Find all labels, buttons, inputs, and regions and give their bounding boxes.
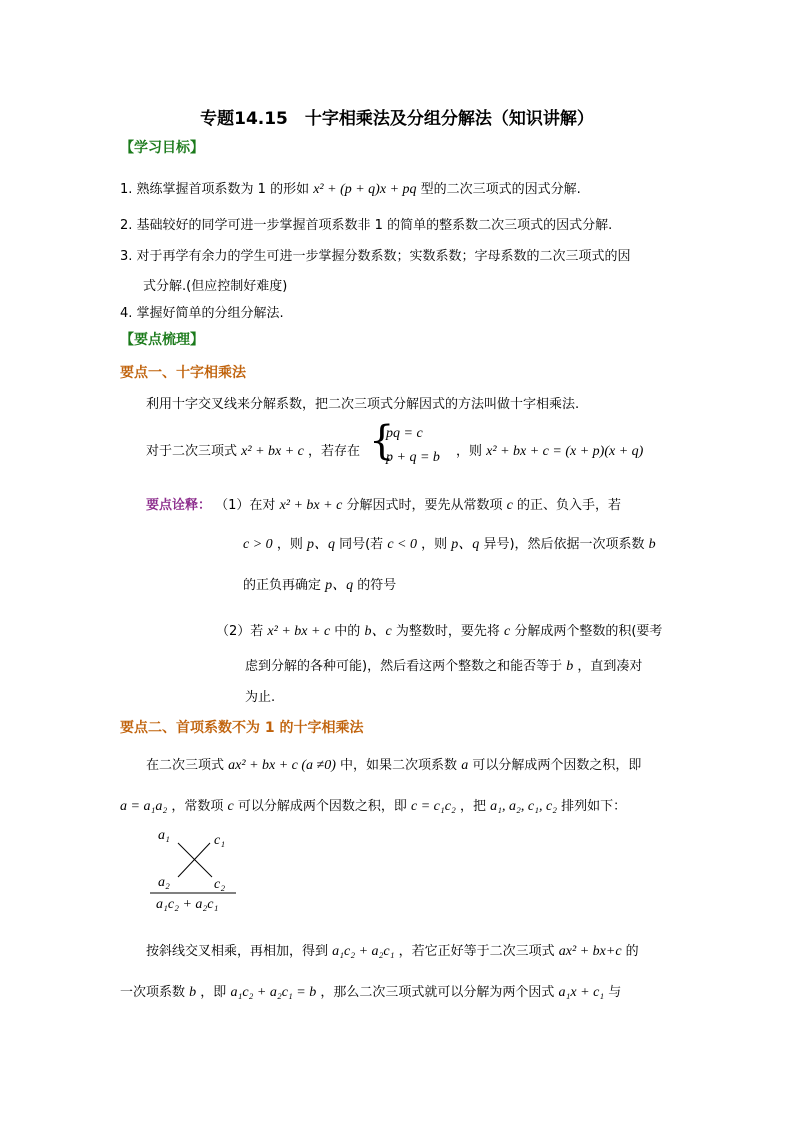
note-2-text: （2）若 [216, 624, 264, 639]
formula-c-c1c2: c = c₁c₂ [411, 799, 456, 814]
note-1b-text-4: 异号)，然后依据一次项系数 [483, 537, 645, 552]
var-b-3: b [189, 985, 197, 1000]
formula-ax2-b: ax² + bx+c [558, 944, 622, 959]
formula-list: a₁, a₂, c₁, c₂ [490, 799, 558, 814]
formula-a-a1a2: a = a₁a₂ [120, 799, 168, 814]
note-2b-text: 虑到分解的各种可能)，然后看这两个整数之和能否等于 [245, 659, 563, 674]
point-1-factor [456, 440, 643, 460]
cross-c1: c₁ [214, 833, 226, 848]
var-c: c [506, 498, 513, 513]
goal-3b: 式分解.(但应控制好难度) [143, 279, 288, 294]
formula-c-lt-0: c < 0 [387, 537, 417, 552]
p2-l3-text: 按斜线交叉相乘，再相加，得到 [146, 944, 329, 959]
section-points-heading: 【要点梳理】 [120, 332, 204, 348]
p2-l4-text-3: ，那么二次三项式就可以分解为两个因式 [320, 985, 555, 1000]
note-1c-text: 的正负再确定 [243, 578, 322, 593]
p2-text-3: 可以分解成两个因数之积，即 [472, 758, 642, 773]
note-1b-text-3: ，则 [421, 537, 448, 552]
note-1b-text-2: 同号(若 [339, 537, 384, 552]
note-2-line-b [245, 655, 642, 675]
note-1b-text: ，则 [276, 537, 303, 552]
formula-sum: a₁c₂ + a₂c₁ [332, 944, 395, 959]
formula-trinomial-3: x² + bx + c [267, 624, 331, 639]
brace-symbol: { [369, 418, 395, 464]
system-eq-2: p + q = b [386, 450, 440, 465]
cross-a2: a₂ [158, 875, 170, 890]
p2-text-2: 中，如果二次项系数 [340, 758, 458, 773]
formula-c-gt-0: c > 0 [243, 537, 273, 552]
note-1-text-2: 分解因式时，要先从常数项 [346, 498, 503, 513]
p2-l2-text-3: ，把 [459, 799, 486, 814]
point-1-heading: 要点一、十字相乘法 [120, 365, 246, 381]
p2-l3-text-3: 的 [625, 944, 639, 959]
var-b-2: b [566, 659, 574, 674]
goal-1-text-end: 型的二次三项式的因式分解. [420, 182, 581, 197]
note-2b-text-2: ，直到凑对 [577, 659, 643, 674]
note-1c-text-2: 的符号 [357, 578, 397, 593]
statement-text: 对于二次三项式 [146, 444, 238, 459]
point-1-def: 利用十字交叉线来分解系数，把二次三项式分解因式的方法叫做十字相乘法. [146, 397, 580, 412]
formula-trinomial-2: x² + bx + c [279, 498, 343, 513]
statement-text-3: ，则 [456, 444, 483, 459]
var-pq-3: p、q [325, 578, 354, 593]
goal-2: 2. 基础较好的同学可进一步掌握首项系数非 1 的简单的整系数二次三项式的因式分解. [120, 218, 613, 233]
goal-3a: 3. 对于再学有余力的学生可进一步掌握分数系数；实数系数；字母系数的二次三项式的因 [120, 249, 631, 264]
page-title: 专题14.15 十字相乘法及分组分解法（知识讲解） [200, 109, 594, 129]
note-label: 要点诠释： [146, 498, 212, 513]
formula-ax2: ax² + bx + c (a ≠0) [228, 758, 336, 773]
cross-c2: c₂ [214, 877, 226, 892]
goal-1 [120, 178, 581, 198]
goal-1-text: 1. 熟练掌握首项系数为 1 的形如 [120, 182, 310, 197]
point-1-statement [146, 440, 360, 460]
p2-l2-text: ，常数项 [171, 799, 224, 814]
p2-l4-text: 一次项系数 [120, 985, 186, 1000]
point-2-heading: 要点二、首项系数不为 1 的十字相乘法 [120, 720, 364, 736]
p2-l4-text-4: 与 [608, 985, 622, 1000]
p2-text: 在二次三项式 [146, 758, 225, 773]
var-pq-2: p、q [451, 537, 480, 552]
cross-a1: a₁ [158, 828, 170, 843]
goal-4: 4. 掌握好简单的分组分解法. [120, 306, 284, 321]
system-eq-1: pq = c [386, 426, 423, 441]
point-2-line-1 [146, 754, 641, 774]
var-bc: b、c [364, 624, 392, 639]
var-b: b [648, 537, 656, 552]
cross-sum: a₁c₂ + a₂c₁ [156, 897, 219, 912]
var-a: a [461, 758, 469, 773]
p2-l2-text-4: 排列如下： [561, 799, 627, 814]
note-1-text: （1）在对 [215, 498, 276, 513]
point-2-line-4 [120, 981, 621, 1001]
note-1-line-b [243, 533, 656, 553]
var-c-2: c [503, 624, 511, 639]
section-goals-heading: 【学习目标】 [120, 140, 204, 156]
note-2-text-2: 中的 [334, 624, 361, 639]
formula-factor-1: a₁x + c₁ [558, 985, 605, 1000]
var-c-3: c [227, 799, 234, 814]
statement-text-2: ，若存在 [308, 444, 361, 459]
note-2-line-a [216, 620, 662, 640]
var-pq: p、q [306, 537, 335, 552]
cross-diagram [150, 825, 250, 920]
p2-l3-text-2: ，若它正好等于二次三项式 [398, 944, 555, 959]
formula-factor: x² + bx + c = (x + p)(x + q) [486, 444, 644, 459]
formula-sum-eq-b: a₁c₂ + a₂c₁ = b [230, 985, 317, 1000]
p2-l4-text-2: ，即 [200, 985, 227, 1000]
p2-l2-text-2: 可以分解成两个因数之积，即 [237, 799, 407, 814]
formula-x2-pqx: x² + (p + q)x + pq [313, 182, 417, 197]
point-2-line-3 [146, 940, 639, 960]
note-1-line-c [243, 574, 396, 594]
note-2-line-c: 为止. [245, 690, 276, 705]
point-2-line-2 [120, 795, 626, 815]
note-2-text-4: 分解成两个整数的积(要考 [514, 624, 663, 639]
formula-trinomial: x² + bx + c [241, 444, 304, 459]
note-2-text-3: 为整数时，要先将 [395, 624, 500, 639]
note-1-text-3: 的正、负入手，若 [516, 498, 621, 513]
note-1-line-a [146, 494, 621, 514]
